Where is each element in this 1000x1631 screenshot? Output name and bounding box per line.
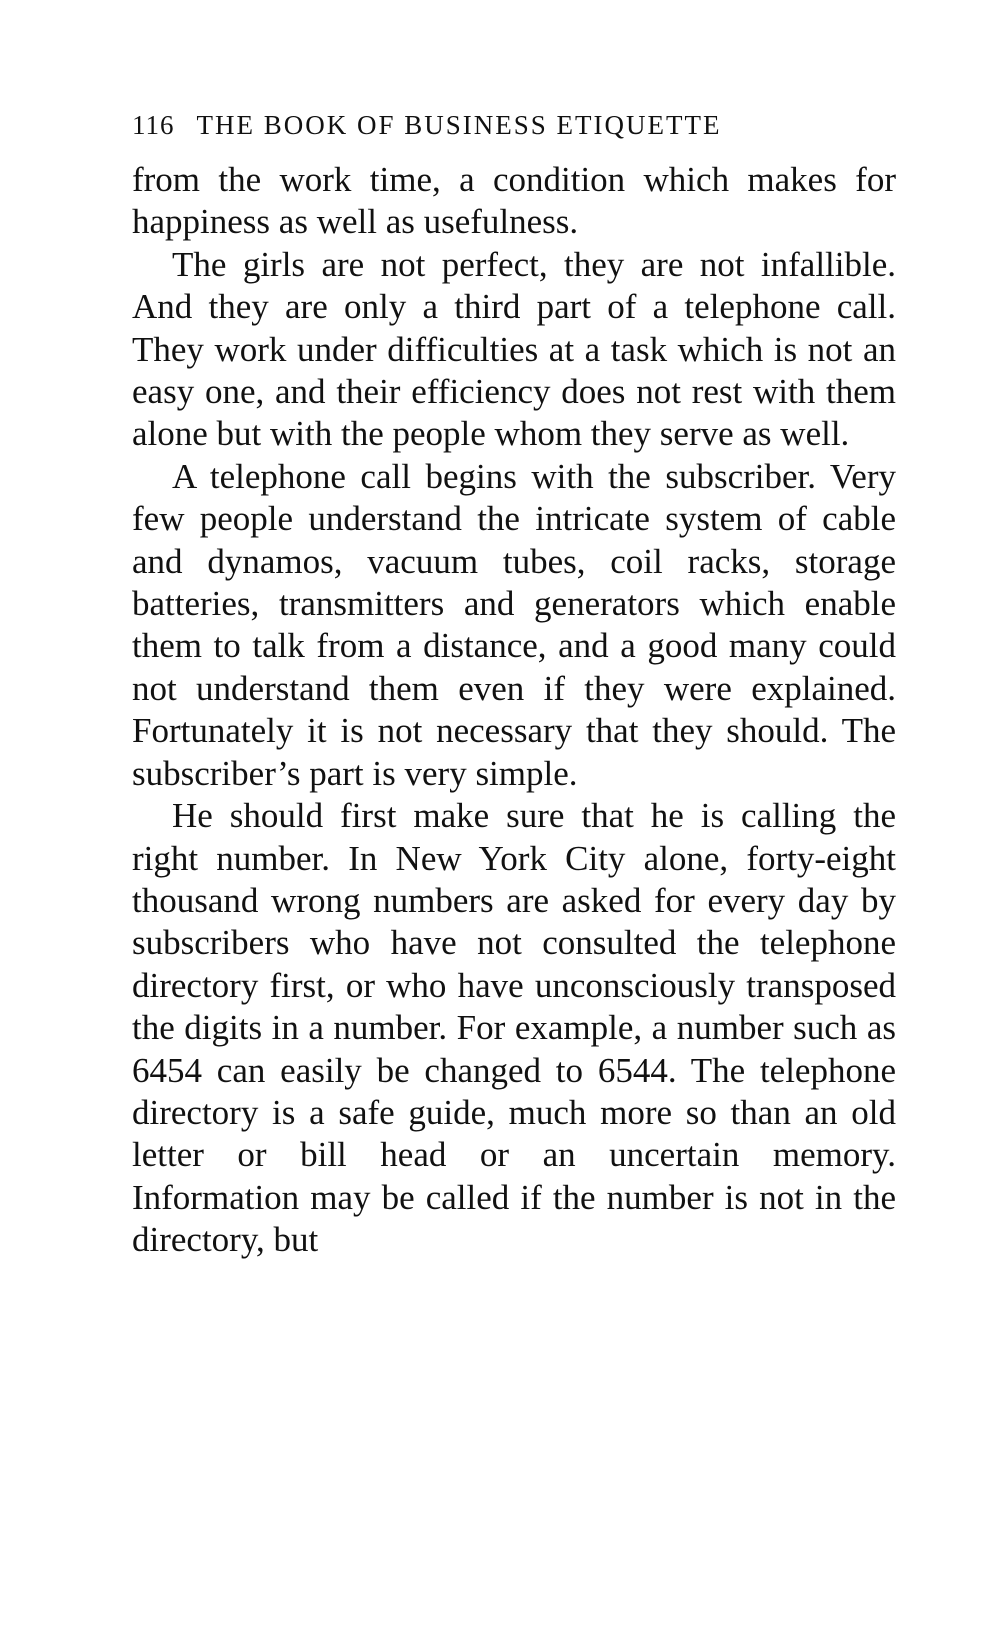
paragraph-1: from the work time, a condition which makes for happiness as well as usefulness. [132,160,896,242]
paragraph-4: He should first make sure that he is calling the right number. In New York City alone, forty-eight thousand wrong numbers are asked for every day by subscribers who have not consulted the telephone directory first, or who have unconsciously transposed the digits in a number. For example, a number such as 6454 can easily be changed to 6544. The telephone directory is a safe guide, much more so than an old letter or bill head or an uncertain memory. Information may be called if the number is not in the directory, but [132,796,896,1260]
paragraph-3: A telephone call begins with the subscriber. Very few people understand the intricate system of cable and dynamos, vacuum tubes, coil racks, storage batteries, transmitters and generators which enable them to talk from a distance, and a good many could not understand them even if they were explained. Fortunately it is not necessary that they should. The subscriber’s part is very simple. [132,456,896,793]
paragraph-2: The girls are not perfect, they are not infallible. And they are only a third part of a telephone call. They work under difficulties at a task which is not an easy one, and their efficiency does not rest with them alone but with the people whom they serve as well. [132,244,896,454]
running-head [132,110,896,141]
running-title: THE BOOK OF BUSINESS ETIQUETTE [196,110,722,140]
book-page [132,110,896,1262]
page-number: 116 [132,110,175,140]
body-text [132,159,896,1262]
